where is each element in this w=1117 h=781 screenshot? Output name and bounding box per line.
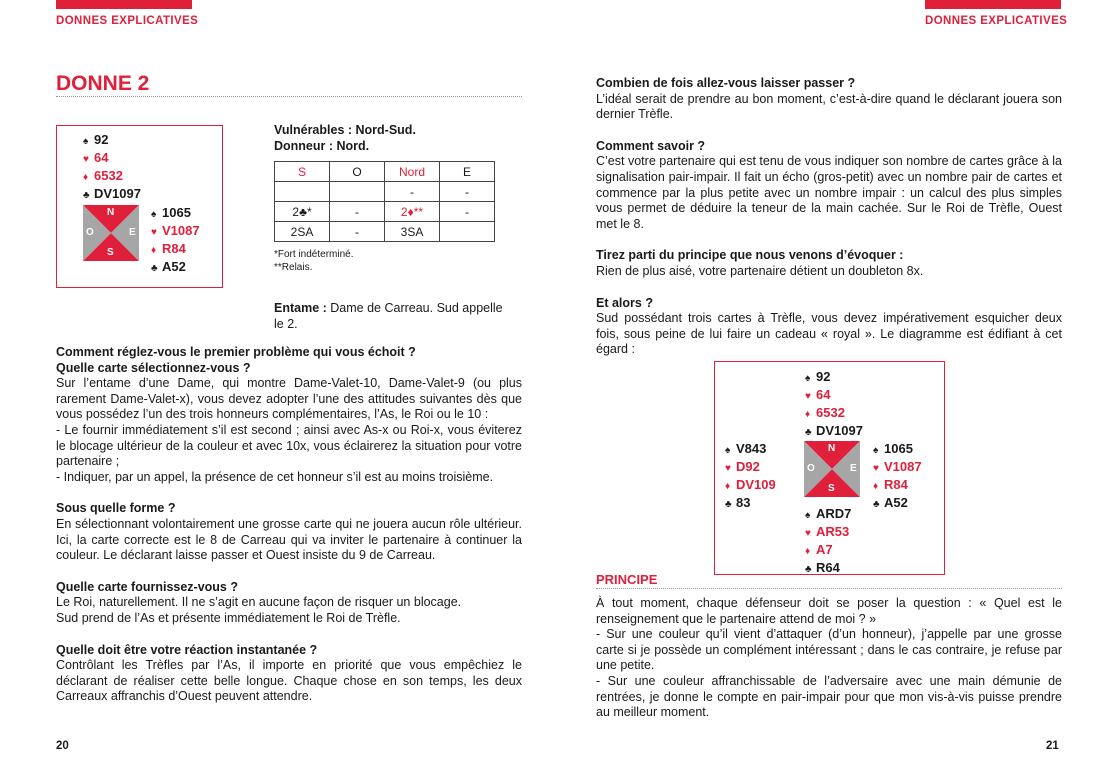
paragraph: À tout moment, chaque défenseur doit se poser la question : « Quel est le renseignement que le partenaire attend de moi ? » [596,596,1062,626]
left-body [56,345,522,705]
bidding-note: *Fort indéterminé. [274,249,354,260]
bid-cell: 2♣* [275,202,330,222]
page-number: 21 [1046,740,1059,752]
paragraph: - Sur une couleur affranchissable de l’adversaire avec une main démunie de rentrées, je donne le compte en pair-impair pour que mon vis-à-vis puisse prendre au meilleur moment. [596,673,1062,720]
question-heading: Et alors ? [596,295,653,310]
bidding-row [275,182,495,202]
bid-header-west: O [330,162,385,182]
heart-icon: ♥ [151,227,157,238]
left-page [0,0,558,781]
bid-cell: - [440,182,495,202]
right-body [596,76,1062,358]
bid-header-south: S [275,162,330,182]
paragraph: Contrôlant les Trèfles par l’As, il importe en priorité que vous empêchiez le déclarant de réaliser cette belle longue. Chaque chose en son temps, les deux Carreaux affranchis d’Ouest peuvent attendre. [56,658,522,704]
diamond-icon: ♦ [873,481,879,492]
heart-icon: ♥ [83,154,89,165]
compass-west: O [807,463,815,474]
question-heading: Combien de fois allez-vous laisser passer ? [596,76,856,90]
spade-icon: ♠ [151,209,157,220]
principe-heading: PRINCIPE [596,572,658,587]
bid-cell: - [330,202,385,222]
heart-icon: ♥ [805,391,811,402]
diamond-icon: ♦ [725,481,731,492]
paragraph: Sur l’entame d’une Dame, qui montre Dame-Valet-10, Dame-Valet-9 (ou plus rarement Dame-Valet-x), vous devez adopter l’une des attitudes suivantes dès que vous possédez l’un des trois honneurs complémentaires, l’As, le Roi ou le 10 : [56,376,522,422]
spade-icon: ♠ [83,136,89,147]
north-hand: ♠ 92 ♥ 64 ♦ 6532 ♣ DV1097 [83,132,141,204]
compass-west: O [86,227,94,238]
heart-icon: ♥ [725,463,731,474]
paragraph: L’idéal serait de prendre au bon moment, c’est-à-dire quand le déclarant jouera son dernier Trèfle. [596,91,1062,122]
club-icon: ♣ [151,263,158,274]
bid-header-north: Nord [385,162,440,182]
club-icon: ♣ [873,499,880,510]
page-title: DONNE 2 [56,72,150,95]
bidding-header-row [275,162,495,182]
deal-diagram [56,125,223,288]
north-hand: ♠ 92 ♥ 64 ♦ 6532 ♣ DV1097 [805,369,863,441]
question-heading: Quelle carte sélectionnez-vous ? [56,360,251,375]
diamond-icon: ♦ [83,172,89,183]
running-head: DONNES EXPLICATIVES [925,15,1068,27]
spade-icon: ♠ [725,445,731,456]
bid-cell: - [330,222,385,242]
bidding-note: **Relais. [274,262,313,273]
right-page [558,0,1117,781]
compass-icon [83,205,139,261]
paragraph: - Indiquer, par un appel, la présence de cet honneur s’il est au moins troisième. [56,469,494,484]
running-head: DONNES EXPLICATIVES [56,15,199,27]
paragraph: - Sur une couleur qu’il vient d’attaquer (d’un honneur), j’appelle par une grosse carte si je possède un complément intéressant ; dans le cas contraire, je refuse par une petite. [596,627,1062,673]
full-deal-diagram [714,361,945,575]
question-heading: Comment réglez-vous le premier problème qui vous échoit ? [56,345,416,359]
bidding-row [275,202,495,222]
header-bar [56,0,192,9]
bid-cell [440,222,495,242]
bid-cell: 2SA [275,222,330,242]
club-icon: ♣ [805,427,812,438]
question-heading: Quelle carte fournissez-vous ? [56,579,238,594]
east-hand: ♠ 1065 ♥ V1087 ♦ R84 ♣ A52 [151,205,200,277]
paragraph: Le Roi, naturellement. Il ne s’agit en aucune façon de risquer un blocage. [56,595,462,610]
title-rule [56,96,522,97]
west-hand: ♠ V843 ♥ D92 ♦ DV109 ♣ 83 [725,441,776,513]
heart-icon: ♥ [873,463,879,474]
page-number: 20 [56,740,69,752]
heart-icon: ♥ [805,528,811,539]
compass-north: N [828,443,836,454]
spade-icon: ♠ [805,510,811,521]
bid-cell [275,182,330,202]
paragraph: - Le fournir immédiatement s’il est second ; ainsi avec As-x ou Roi-x, vous éviterez le blocage ultérieur de la couleur et avec 10x, vous éclairerez la situation pour votre partenaire ; [56,422,522,469]
club-icon: ♣ [83,190,90,201]
compass-east: E [129,227,136,238]
bid-header-east: E [440,162,495,182]
principe-rule [596,588,1062,589]
paragraph: Rien de plus aisé, votre partenaire détient un doubleton 8x. [596,263,924,278]
paragraph: Sud prend de l’As et présente immédiatement le Roi de Trèfle. [56,610,401,625]
paragraph: C’est votre partenaire qui est tenu de vous indiquer son nombre de cartes grâce à la signalisation pair-impair. Il fait un écho (gros-petit) avec un nombre pair de cartes et commence par la plus petite avec un nombre impair : un calcul des plus simples vous permet de déduire la teneur de la main cachée. Sur le Roi de Trèfle, Ouest met le 8. [596,154,1062,231]
bid-cell: 2♦** [385,202,440,222]
spade-icon: ♠ [805,373,811,384]
compass-south: S [828,483,835,494]
question-heading: Tirez parti du principe que nous venons d’évoquer : [596,248,904,263]
question-heading: Comment savoir ? [596,138,706,153]
compass-east: E [850,463,857,474]
opening-lead: Entame : Dame de Carreau. Sud appelle le 2. [274,301,503,331]
paragraph: Sud possédant trois cartes à Trèfle, vous devez impérativement esquicher deux fois, sous peine de lui faire un cadeau « royal ». Le diagramme est édifiant à cet égard : [596,311,1062,357]
diamond-icon: ♦ [805,546,811,557]
bid-cell: - [440,202,495,222]
compass-north: N [107,207,115,218]
diamond-icon: ♦ [151,245,157,256]
question-heading: Quelle doit être votre réaction instantanée ? [56,642,318,657]
bidding-table [274,161,495,242]
south-hand: ♠ ARD7 ♥ AR53 ♦ A7 ♣ R64 [805,506,851,578]
diamond-icon: ♦ [805,409,811,420]
vulnerability: Vulnérables : Nord-Sud. [274,123,416,137]
club-icon: ♣ [725,499,732,510]
dealer: Donneur : Nord. [274,139,370,153]
bid-cell [330,182,385,202]
club-icon: ♣ [805,564,812,575]
bid-cell: - [385,182,440,202]
question-heading: Sous quelle forme ? [56,501,176,516]
spade-icon: ♠ [873,445,879,456]
header-bar [925,0,1061,9]
bidding-row [275,222,495,242]
compass-south: S [107,247,114,258]
paragraph: En sélectionnant volontairement une grosse carte qui ne jouera aucun rôle ultérieur. Ici, la carte correcte est le 8 de Carreau qui va inviter le partenaire à continuer la couleur. Le déclarant laisse passer et Ouest insiste du 9 de Carreau. [56,516,522,563]
compass-icon [804,441,860,497]
east-hand: ♠ 1065 ♥ V1087 ♦ R84 ♣ A52 [873,441,922,513]
bid-cell: 3SA [385,222,440,242]
principe-body [596,596,1062,721]
